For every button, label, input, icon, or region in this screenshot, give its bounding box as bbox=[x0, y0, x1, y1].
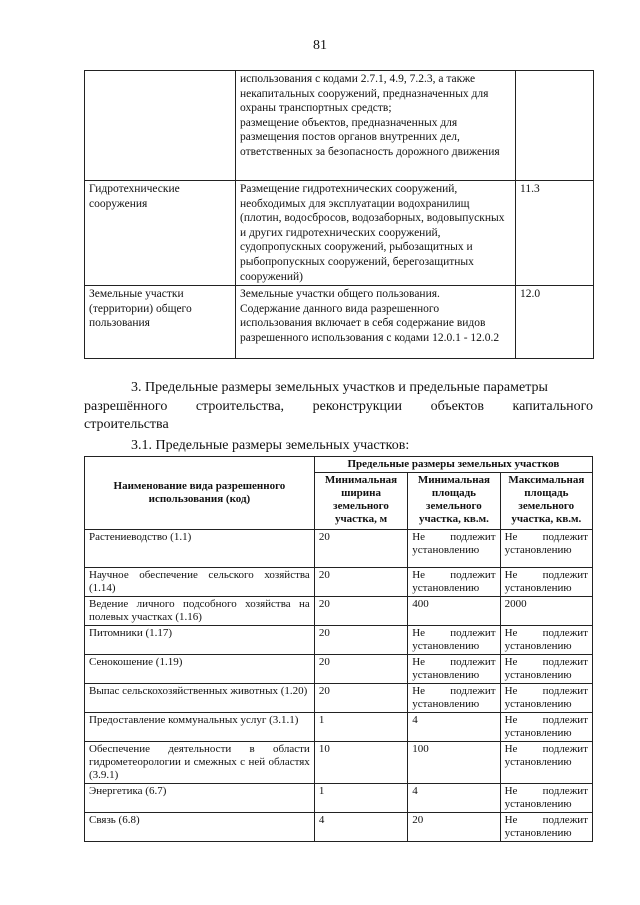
use-code-cell: 11.3 bbox=[516, 181, 594, 286]
use-code-cell bbox=[516, 71, 594, 181]
max-area-cell: Не подлежит установлению bbox=[500, 626, 592, 655]
use-name-cell: Обеспечение деятельности в области гидрометеорологии и смежных с ней областях (3.9.1) bbox=[85, 742, 315, 784]
subsection-heading: 3.1. Предельные размеры земельных участков: bbox=[131, 438, 410, 453]
max-area-cell: Не подлежит установлению bbox=[500, 568, 592, 597]
table-row bbox=[85, 530, 593, 568]
use-name-cell: Земельные участки (территории) общего пользования bbox=[85, 286, 236, 359]
use-name-cell bbox=[85, 71, 236, 181]
max-area-cell: Не подлежит установлению bbox=[500, 684, 592, 713]
table-row bbox=[85, 813, 593, 842]
section-heading-line: строительства bbox=[84, 417, 169, 432]
description-line: размещение объектов, предназначенных для размещения постов органов внутренних дел, ответственных за безопасность дорожного движения bbox=[240, 116, 500, 158]
group-header: Предельные размеры земельных участков bbox=[314, 457, 592, 473]
min-width-cell: 10 bbox=[314, 742, 407, 784]
heading-word: строительства, bbox=[195, 399, 285, 414]
description-line: использования с кодами 2.7.1, 4.9, 7.2.3, а также некапитальных сооружений, предназначенных для охраны транспортных средств; bbox=[240, 73, 489, 115]
name-column-header: Наименование вида разрешенного использования (код) bbox=[85, 457, 315, 530]
heading-word: реконструкции bbox=[312, 399, 403, 414]
section-heading-line bbox=[84, 397, 593, 416]
description-line: Содержание данного вида разрешенного использования включает в себя содержание видов разрешенного использования с кодами 12.0.1 - 12.0.2 bbox=[240, 302, 500, 344]
min-area-cell: Не подлежит установлению bbox=[408, 568, 500, 597]
min-width-cell: 20 bbox=[314, 655, 407, 684]
min-area-cell: Не подлежит установлению bbox=[408, 626, 500, 655]
heading-word: разрешённого bbox=[84, 399, 168, 414]
min-area-cell: 100 bbox=[408, 742, 500, 784]
use-name-cell: Гидротехнические сооружения bbox=[85, 181, 236, 286]
heading-word: объектов bbox=[430, 399, 484, 414]
section-heading-line: 3. Предельные размеры земельных участков и предельные параметры bbox=[131, 380, 548, 395]
min-width-cell: 20 bbox=[314, 568, 407, 597]
table-row bbox=[85, 784, 593, 813]
max-area-header: Максимальная площадь земельного участка, кв.м. bbox=[500, 473, 592, 530]
min-area-cell: 400 bbox=[408, 597, 500, 626]
max-area-cell: Не подлежит установлению bbox=[500, 742, 592, 784]
table-row bbox=[85, 655, 593, 684]
use-name-cell: Предоставление коммунальных услуг (3.1.1) bbox=[85, 713, 315, 742]
min-area-cell: Не подлежит установлению bbox=[408, 530, 500, 568]
use-name-cell: Питомники (1.17) bbox=[85, 626, 315, 655]
permitted-use-table bbox=[84, 70, 594, 359]
use-name-cell: Энергетика (6.7) bbox=[85, 784, 315, 813]
table-row bbox=[85, 286, 594, 359]
description-line: Размещение гидротехнических сооружений, необходимых для эксплуатации водохранилищ (плотин, водосбросов, водозаборных, водовыпускных и других гидротехнических сооружений, судопропускных сооружений, рыбозащитных и рыбопропускных сооружений, берегозащитных сооружений) bbox=[240, 183, 505, 283]
table-row bbox=[85, 626, 593, 655]
max-area-cell: Не подлежит установлению bbox=[500, 655, 592, 684]
min-width-header: Минимальная ширина земельного участка, м bbox=[314, 473, 407, 530]
use-description-cell bbox=[236, 286, 516, 359]
table-row bbox=[85, 181, 594, 286]
heading-word: капитального bbox=[512, 399, 593, 414]
min-area-cell: Не подлежит установлению bbox=[408, 655, 500, 684]
max-area-cell: 2000 bbox=[500, 597, 592, 626]
min-width-cell: 1 bbox=[314, 713, 407, 742]
use-code-cell: 12.0 bbox=[516, 286, 594, 359]
table-row bbox=[85, 713, 593, 742]
min-area-cell: 20 bbox=[408, 813, 500, 842]
use-name-cell: Научное обеспечение сельского хозяйства (1.14) bbox=[85, 568, 315, 597]
min-width-cell: 20 bbox=[314, 597, 407, 626]
min-width-cell: 20 bbox=[314, 684, 407, 713]
min-area-cell: Не подлежит установлению bbox=[408, 684, 500, 713]
use-name-cell: Растениеводство (1.1) bbox=[85, 530, 315, 568]
use-description-cell bbox=[236, 181, 516, 286]
max-area-cell: Не подлежит установлению bbox=[500, 713, 592, 742]
table-row bbox=[85, 742, 593, 784]
table-row bbox=[85, 71, 594, 181]
max-area-cell: Не подлежит установлению bbox=[500, 813, 592, 842]
land-plot-size-table bbox=[84, 456, 593, 842]
max-area-cell: Не подлежит установлению bbox=[500, 784, 592, 813]
description-line: Земельные участки общего пользования. bbox=[240, 288, 440, 301]
use-name-cell: Сенокошение (1.19) bbox=[85, 655, 315, 684]
min-area-cell: 4 bbox=[408, 784, 500, 813]
min-width-cell: 1 bbox=[314, 784, 407, 813]
min-width-cell: 4 bbox=[314, 813, 407, 842]
table-row bbox=[85, 684, 593, 713]
use-name-cell: Связь (6.8) bbox=[85, 813, 315, 842]
min-width-cell: 20 bbox=[314, 530, 407, 568]
min-area-cell: 4 bbox=[408, 713, 500, 742]
table-row bbox=[85, 568, 593, 597]
max-area-cell: Не подлежит установлению bbox=[500, 530, 592, 568]
use-name-cell: Ведение личного подсобного хозяйства на полевых участках (1.16) bbox=[85, 597, 315, 626]
min-width-cell: 20 bbox=[314, 626, 407, 655]
page-number: 81 bbox=[313, 38, 327, 53]
use-description-cell bbox=[236, 71, 516, 181]
use-name-cell: Выпас сельскохозяйственных животных (1.20) bbox=[85, 684, 315, 713]
table-row bbox=[85, 597, 593, 626]
min-area-header: Минимальная площадь земельного участка, кв.м. bbox=[408, 473, 500, 530]
